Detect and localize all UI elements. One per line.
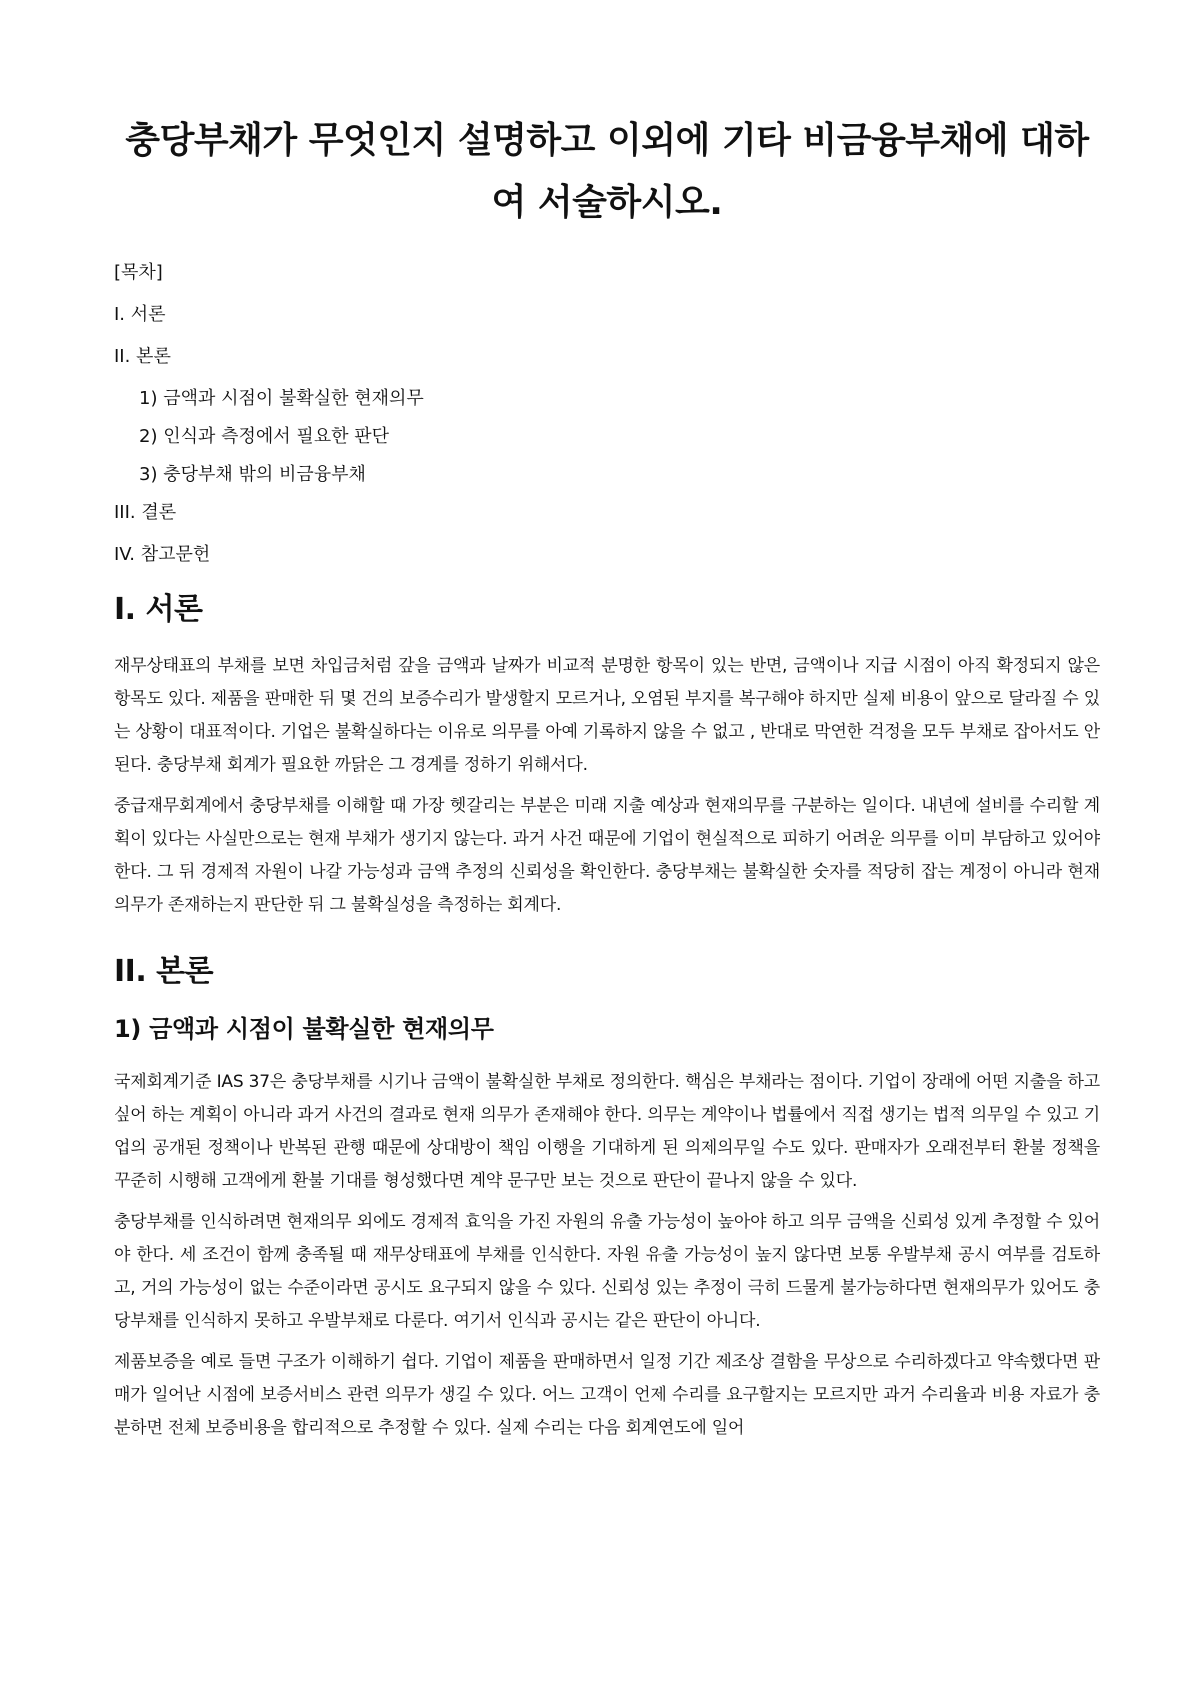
toc-item-sub1: 1) 금액과 시점이 불확실한 현재의무 (139, 388, 424, 409)
section-intro (114, 590, 1100, 922)
section-heading-body: II. 본론 (114, 954, 214, 989)
intro-paragraph-2: 중급재무회계에서 충당부채를 이해할 때 가장 헷갈리는 부분은 미래 지출 예상과 현재의무를 구분하는 일이다. 내년에 설비를 수리할 계획이 있다는 사실만으로는 현재 부채가 생기지 않는다. 과거 사건 때문에 기업이 현실적으로 피하기 어려운 의무를 이미 부담하고 있어야 한다. 그 뒤 경제적 자원이 나갈 가능성과 금액 추정의 신뢰성을 확인한다. 충당부채는 불확실한 숫자를 적당히 잡는 계정이 아니라 현재의무가 존재하는지 판단한 뒤 그 불확실성을 측정하는 회계다. (114, 796, 1101, 915)
intro-paragraph-1: 재무상태표의 부채를 보면 차입금처럼 갚을 금액과 날짜가 비교적 분명한 항목이 있는 반면, 금액이나 지급 시점이 아직 확정되지 않은 항목도 있다. 제품을 판매한 뒤 몇 건의 보증수리가 발생할지 모르거나, 오염된 부지를 복구해야 하지만 실제 비용이 앞으로 달라질 수 있는 상황이 대표적이다. 기업은 불확실하다는 이유로 의무를 아예 기록하지 않을 수 없고 , 반대로 막연한 걱정을 모두 부채로 잡아서도 안 된다. 충당부채 회계가 필요한 까닭은 그 경계를 정하기 위해서다. (114, 656, 1100, 775)
toc-heading: [목차] (114, 262, 163, 283)
document-title: 충당부채가 무엇인지 설명하고 이외에 기타 비금융부채에 대하여 서술하시오. (125, 120, 1089, 223)
toc-item-sub2: 2) 인식과 측정에서 필요한 판단 (139, 426, 390, 447)
sub1-paragraph-2: 충당부채를 인식하려면 현재의무 외에도 경제적 효익을 가진 자원의 유출 가능성이 높아야 하고 의무 금액을 신뢰성 있게 추정할 수 있어야 한다. 세 조건이 함께 충족될 때 재무상태표에 부채를 인식한다. 자원 유출 가능성이 높지 않다면 보통 우발부채 공시 여부를 검토하고, 거의 가능성이 없는 수준이라면 공시도 요구되지 않을 수 있다. 신뢰성 있는 추정이 극히 드물게 불가능하다면 현재의무가 있어도 충당부채를 인식하지 못하고 우발부채로 다룬다. 여기서 인식과 공시는 같은 판단이 아니다. (114, 1212, 1101, 1331)
toc-item-references: IV. 참고문헌 (114, 544, 211, 565)
toc-list (114, 304, 1100, 566)
sub1-paragraph-1: 국제회계기준 IAS 37은 충당부채를 시기나 금액이 불확실한 부채로 정의한다. 핵심은 부채라는 점이다. 기업이 장래에 어떤 지출을 하고 싶어 하는 계획이 아니라 과거 사건의 결과로 현재 의무가 존재해야 한다. 의무는 계약이나 법률에서 직접 생기는 법적 의무일 수 있고 기업의 공개된 정책이나 반복된 관행 때문에 상대방이 책임 이행을 기대하게 된 의제의무일 수도 있다. 판매자가 오래전부터 환불 정책을 꾸준히 시행해 고객에게 환불 기대를 형성했다면 계약 문구만 보는 것으로 판단이 끝나지 않을 수 있다. (114, 1072, 1100, 1191)
section-heading-intro: I. 서론 (114, 592, 203, 627)
subsection-heading-1: 1) 금액과 시점이 불확실한 현재의무 (114, 1015, 494, 1043)
toc-item-body: II. 본론 (114, 346, 171, 367)
toc-item-conclusion: III. 결론 (114, 502, 177, 523)
section-body (114, 952, 1100, 1445)
toc-item-sub3: 3) 충당부채 밖의 비금융부채 (139, 464, 366, 485)
toc-item-intro: I. 서론 (114, 304, 166, 325)
table-of-contents (114, 262, 1100, 566)
sub1-paragraph-3: 제품보증을 예로 들면 구조가 이해하기 쉽다. 기업이 제품을 판매하면서 일정 기간 제조상 결함을 무상으로 수리하겠다고 약속했다면 판매가 일어난 시점에 보증서비스 관련 의무가 생길 수 있다. 어느 고객이 언제 수리를 요구할지는 모르지만 과거 수리율과 비용 자료가 충분하면 전체 보증비용을 합리적으로 추정할 수 있다. 실제 수리는 다음 회계연도에 일어 (114, 1352, 1100, 1438)
